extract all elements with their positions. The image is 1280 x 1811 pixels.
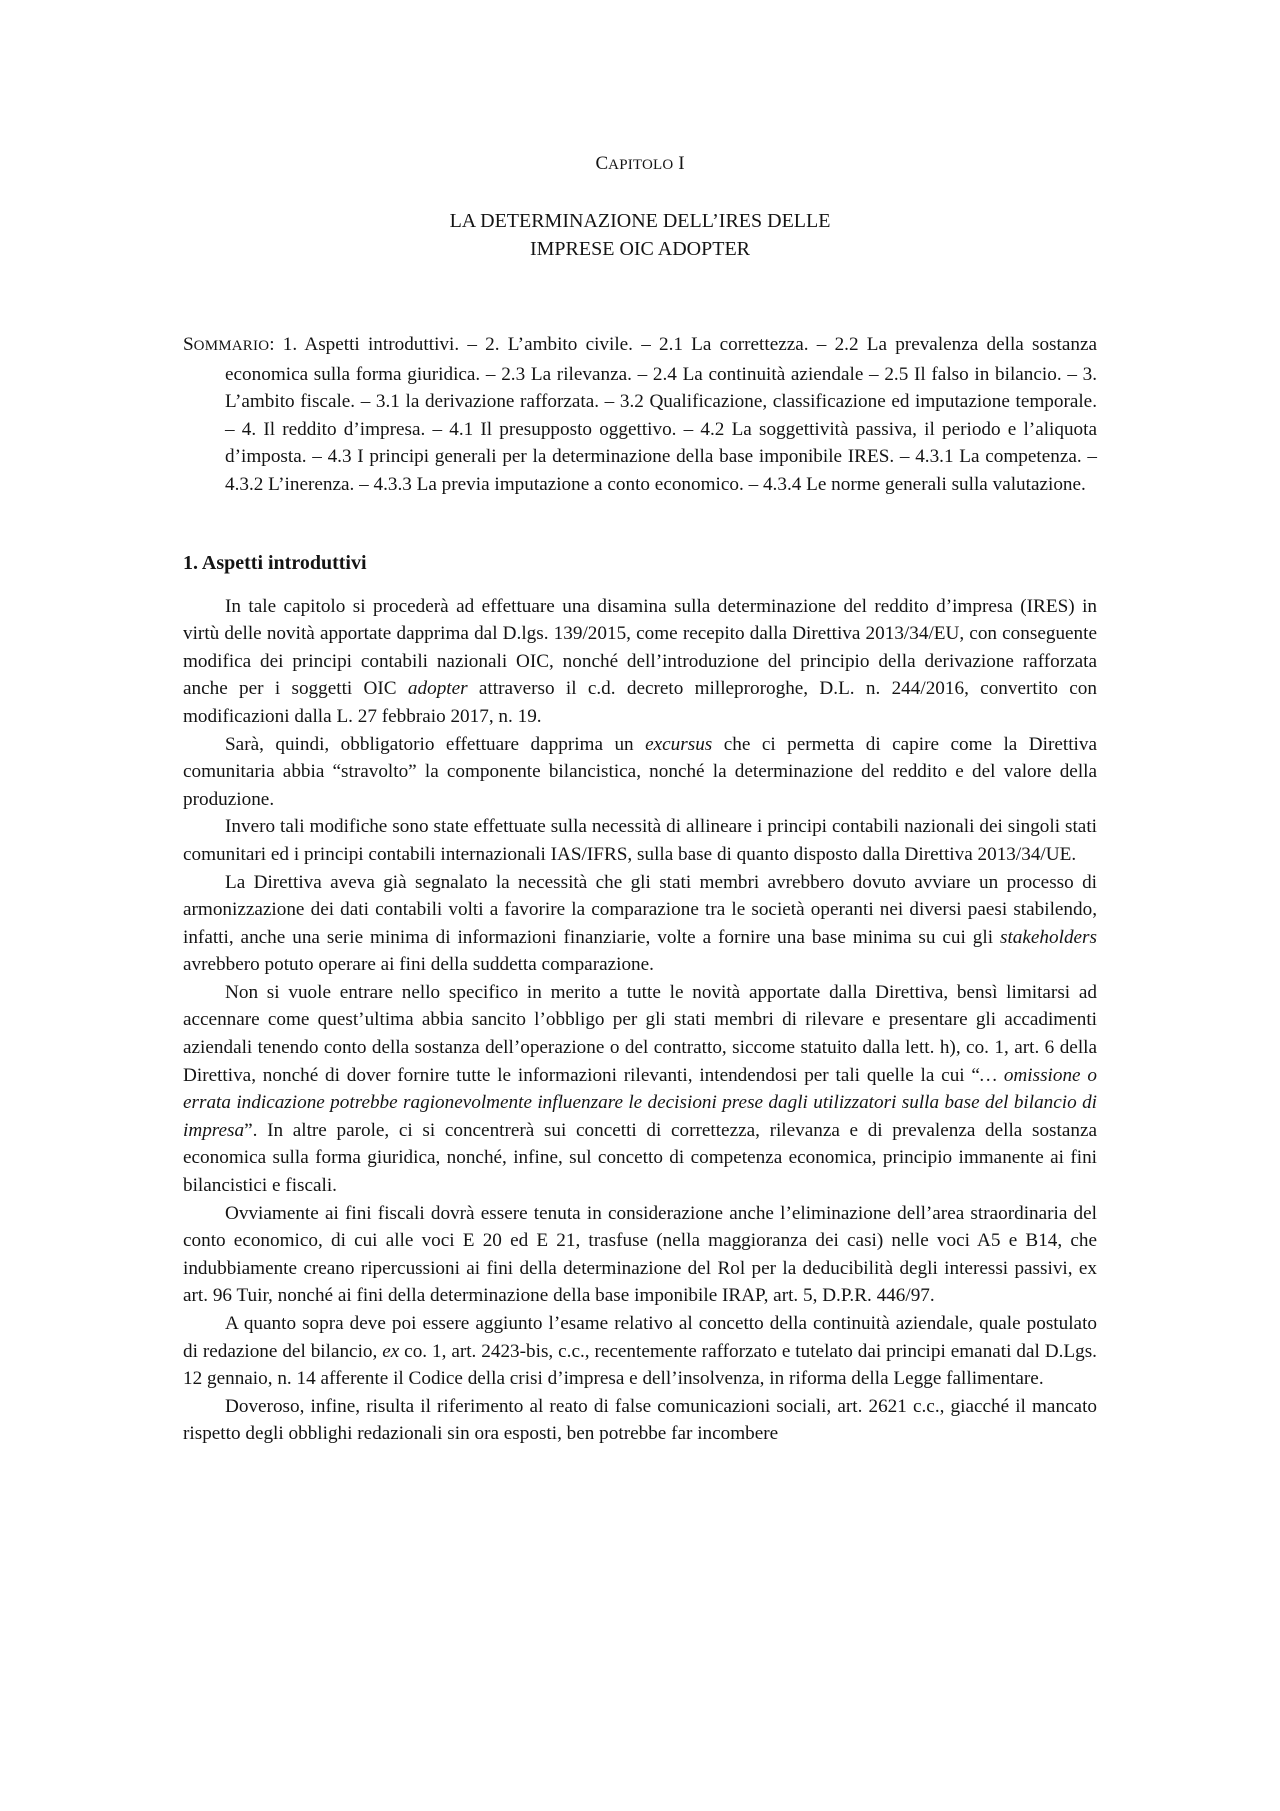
paragraph-1-text-a: In tale capitolo si procederà ad effettuare una disamina sulla determinazione del reddito d’impresa (IRES) in virtù delle novità apportate dapprima dal D.lgs. 139/2015, come recepito dalla Direttiva 2013/34/EU, con conseguente modifica dei principi contabili nazionali OIC, nonché dell’introduzione del principio della derivazione rafforzata anche per i soggetti OIC [183, 595, 1097, 700]
chapter-title-line-2: IMPRESE OIC ADOPTER [529, 238, 751, 260]
chapter-label [183, 150, 1097, 179]
paragraph-6: Ovviamente ai fini fiscali dovrà essere tenuta in considerazione anche l’eliminazione dell’area straordinaria del conto economico, di cui alle voci E 20 ed E 21, trasfuse (nella maggioranza dei casi) nelle voci A5 e B14, che indubbiamente creano ripercussioni ai fini della determinazione del Rol per la deducibilità degli interessi passivi, ex art. 96 Tuir, nonché ai fini della determinazione della base imponibile IRAP, art. 5, D.P.R. 446/97. [183, 1202, 1097, 1307]
paragraph-2-text-b: che ci permetta di capire come la Direttiva comunitaria abbia “stravolto” la componente bilancistica, nonché la determinazione del reddito e del valore della produzione. [183, 733, 1097, 810]
paragraph-7-text-a: A quanto sopra deve poi essere aggiunto l’esame relativo al concetto della continuità aziendale, quale postulato di redazione del bilancio, [183, 1313, 1097, 1362]
summary-label-initial: S [183, 334, 194, 355]
paragraph-3: Invero tali modifiche sono state effettuate sulla necessità di allineare i principi contabili nazionali dei singoli stati comunitari ed i principi contabili internazionali IAS/IFRS, sulla base di quanto disposto dalla Direttiva 2013/34/UE. [183, 816, 1097, 865]
paragraph-5-text-a: Non si vuole entrare nello specifico in merito a tutte le novità apportate dalla Direttiva, bensì limitarsi ad accennare come quest’ultima abbia sancito l’obbligo per gli stati membri di rilevare e presentare gli accadimenti aziendali tenendo conto della sostanza dell’operazione o del contratto, siccome statuito dalla lett. h), co. 1, art. 6 della Direttiva, nonché di dover fornire tutte le informazioni rilevanti, intendendosi per tali quelle la cui “ [183, 981, 1097, 1086]
summary-label-colon: : [269, 334, 275, 355]
paragraph-7-text-b: co. 1, art. 2423-bis, c.c., recentemente rafforzato e tutelato dai principi emanati dal D.Lgs. 12 gennaio, n. 14 afferente il Codice della crisi d’impresa e dell’insolvenza, in riforma della Legge fallimentare. [183, 1340, 1097, 1390]
summary-text: 1. Aspetti introduttivi. – 2. L’ambito civile. – 2.1 La correttezza. – 2.2 La prevalenza della sostanza economica sulla forma giuridica. – 2.3 La rilevanza. – 2.4 La continuità aziendale – 2.5 Il falso in bilancio. – 3. L’ambito fiscale. – 3.1 la derivazione rafforzata. – 3.2 Qualificazione, classificazione ed imputazione temporale. – 4. Il reddito d’impresa. – 4.1 Il presupposto oggettivo. – 4.2 La soggettività passiva, il periodo e l’aliquota d’imposta. – 4.3 I principi generali per la determinazione della base imponibile IRES. – 4.3.1 La competenza. – 4.3.2 L’inerenza. – 4.3.3 La previa imputazione a conto economico. – 4.3.4 Le norme generali sulla valutazione. [225, 334, 1097, 495]
paragraph-5 [183, 979, 1097, 1200]
paragraph-4-text-b: avrebbero potuto operare ai fini della suddetta comparazione. [183, 954, 654, 976]
chapter-number: I [678, 153, 685, 174]
paragraph-5-quote: … omissione o errata indicazione potrebbe ragionevolmente influenzare le decisioni prese dagli utilizzatori sulla base del bilancio di impresa [183, 1064, 1097, 1141]
paragraph-2-italic: excursus [645, 733, 713, 755]
paragraph-8: Doveroso, infine, risulta il riferimento al reato di false comunicazioni sociali, art. 2621 c.c., giacché il mancato rispetto degli obblighi redazionali sin ora esposti, ben potrebbe far incombere [183, 1395, 1097, 1445]
paragraph-2 [183, 731, 1097, 814]
chapter-summary [183, 331, 1097, 499]
chapter-title-line-1: LA DETERMINAZIONE DELL’IRES DELLE [449, 210, 831, 232]
summary-label-rest: OMMARIO [193, 338, 270, 354]
paragraph-7 [183, 1310, 1097, 1393]
paragraph-1-text-b: attraverso il c.d. decreto milleproroghe, D.L. n. 244/2016, convertito con modificazioni dalla L. 27 febbraio 2017, n. 19. [183, 678, 1097, 727]
paragraph-4-text-a: La Direttiva aveva già segnalato la necessità che gli stati membri avrebbero dovuto avviare un processo di armonizzazione dei dati contabili volti a favorire la comparazione tra le società operanti nei diversi paesi stabilendo, infatti, anche una serie minima di informazioni finanziarie, volte a fornire una base minima su cui gli [183, 871, 1097, 948]
chapter-label-initial: C [595, 153, 609, 174]
paragraph-5-text-b: ”. In altre parole, ci si concentrerà sui concetti di correttezza, rilevanza e di prevalenza della sostanza economica sulla forma giuridica, nonché, infine, sul concetto di competenza economica, principio immanente ai fini bilancistici e fiscali. [183, 1119, 1097, 1197]
chapter-label-rest: APITOLO [608, 157, 674, 173]
section-heading: 1. Aspetti introduttivi [183, 551, 367, 574]
paragraph-2-text-a: Sarà, quindi, obbligatorio effettuare dapprima un [225, 733, 646, 755]
paragraph-4 [183, 869, 1097, 979]
paragraph-7-italic: ex [382, 1340, 400, 1362]
paragraph-4-italic: stakeholders [1000, 926, 1097, 948]
paragraph-1-italic: adopter [407, 678, 468, 700]
chapter-title [183, 207, 1097, 263]
paragraph-1 [183, 593, 1097, 731]
section-body [183, 593, 1097, 1448]
